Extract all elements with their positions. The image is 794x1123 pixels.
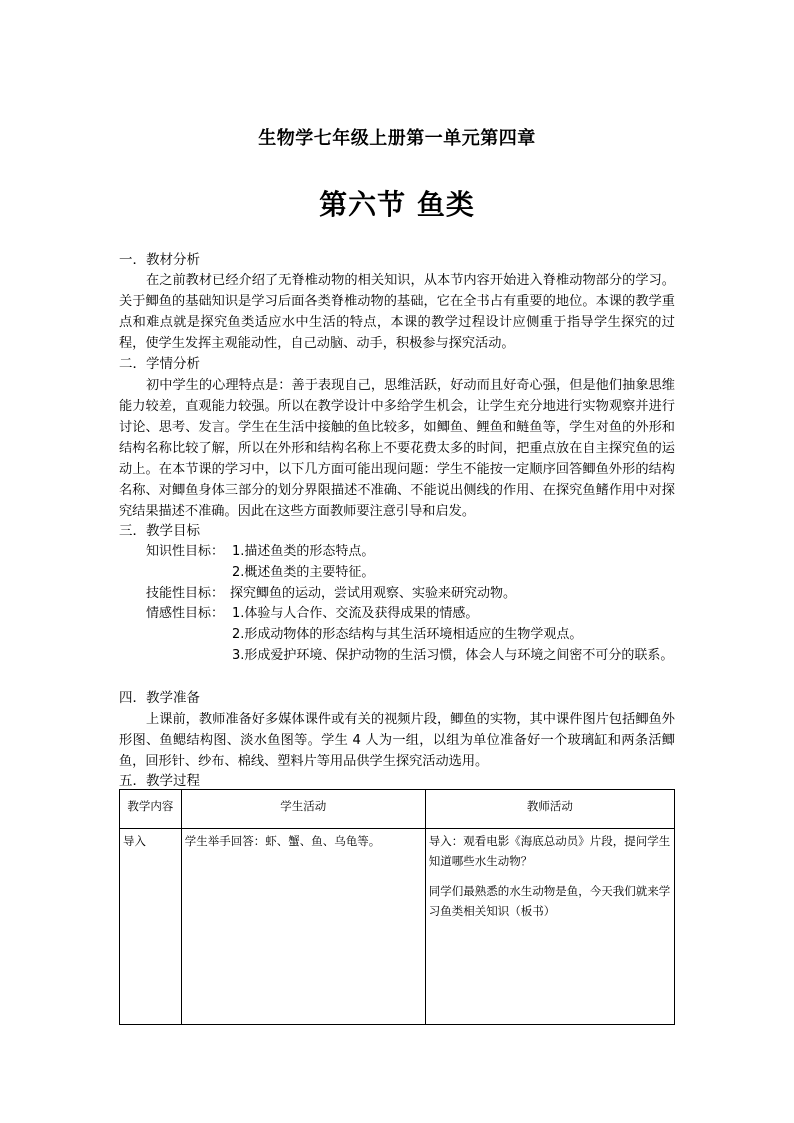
document-title: 第六节 鱼类 — [319, 188, 475, 221]
emotion-goal-item: 1.体验与人合作、交流及获得成果的情感。 — [232, 606, 479, 621]
section-heading-teaching-goals: 三．教学目标 — [119, 523, 200, 539]
table-header-cell: 学生活动 — [181, 790, 425, 829]
section-text-teaching-preparation: 上课前，教师准备好多媒体课件或有关的视频片段，鲫鱼的实物，其中课件图片包括鲫鱼外形图、鱼鳃结构图、淡水鱼图等。学生 4 人为一组，以组为单位准备好一个玻璃缸和两条活鲫鱼，回形针、纱布、棉线、塑料片等用品供学生探究活动选用。 — [119, 712, 675, 769]
table-row — [120, 829, 675, 1025]
table-header-cell: 教学内容 — [120, 790, 182, 829]
knowledge-goal-item: 1.描述鱼类的形态特点。 — [232, 544, 375, 559]
table-header-cell: 教师活动 — [425, 790, 674, 829]
knowledge-goal-item: 2.概述鱼类的主要特征。 — [232, 565, 375, 580]
teacher-activity-text: 导入：观看电影《海底总动员》片段，提问学生知道哪些水生动物？ — [428, 834, 671, 868]
emotion-goal-label: 情感性目标： — [146, 606, 225, 621]
teaching-process-table — [119, 789, 675, 1025]
emotion-goal-item: 2.形成动物体的形态结构与其生活环境相适应的生物学观点。 — [232, 627, 583, 642]
table-header-row — [120, 790, 675, 829]
skill-goal-label: 技能性目标： — [146, 586, 225, 601]
skill-goal-text: 探究鲫鱼的运动，尝试用观察、实验来研究动物。 — [230, 586, 517, 601]
section-heading-teaching-process: 五．教学过程 — [119, 773, 200, 789]
knowledge-goal-label: 知识性目标： — [146, 544, 225, 559]
section-text-material-analysis: 在之前教材已经介绍了无脊椎动物的相关知识，从本节内容开始进入脊椎动物部分的学习。关于鲫鱼的基础知识是学习后面各类脊椎动物的基础，它在全书占有重要的地位。本课的教学重点和难点就是探究鱼类适应水中生活的特点，本课的教学过程设计应侧重于指导学生探究的过程，使学生发挥主观能动性，自己动脑、动手，积极参与探究活动。 — [119, 273, 675, 351]
section-text-student-analysis: 初中学生的心理特点是：善于表现自己，思维活跃，好动而且好奇心强，但是他们抽象思维能力较差，直观能力较强。所以在教学设计中多给学生机会，让学生充分地进行实物观察并进行讨论、思考、发言。学生在生活中接触的鱼比较多，如鲫鱼、鲤鱼和鲢鱼等，学生对鱼的外形和结构名称比较了解，所以在外形和结构名称上不要花费太多的时间，把重点放在自主探究鱼的运动上。在本节课的学习中，以下几方面可能出现问题：学生不能按一定顺序回答鲫鱼外形的结构名称、对鲫鱼身体三部分的划分界限描述不准确、不能说出侧线的作用、在探究鱼鳍作用中对探究结果描述不准确。因此在这些方面教师要注意引导和启发。 — [119, 378, 675, 519]
table-cell-content: 导入 — [120, 829, 182, 1025]
section-heading-material-analysis: 一．教材分析 — [119, 252, 200, 268]
table-cell-student-activity: 学生举手回答：虾、蟹、鱼、乌龟等。 — [181, 829, 425, 1025]
teacher-activity-text: 同学们最熟悉的水生动物是鱼，今天我们就来学习鱼类相关知识（板书） — [428, 884, 671, 918]
section-heading-student-analysis: 二．学情分析 — [119, 356, 200, 372]
section-heading-teaching-preparation: 四．教学准备 — [119, 690, 200, 706]
emotion-goal-item: 3.形成爱护环境、保护动物的生活习惯，体会人与环境之间密不可分的联系。 — [232, 648, 674, 663]
document-subtitle: 生物学七年级上册第一单元第四章 — [258, 128, 536, 149]
table-cell-teacher-activity — [425, 829, 674, 1025]
